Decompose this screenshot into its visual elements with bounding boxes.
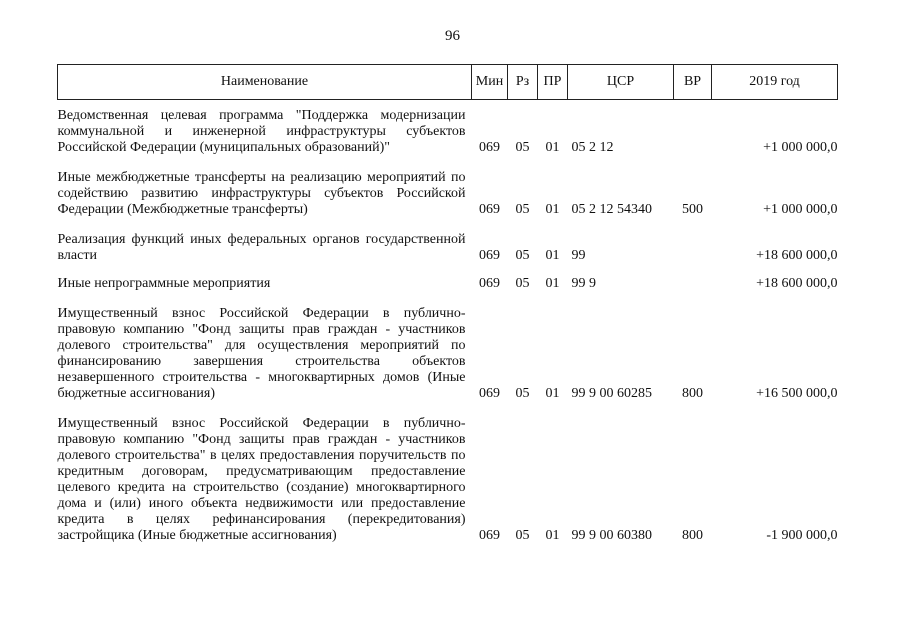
row-rz: 05: [515, 386, 530, 401]
row-vr: 800: [682, 386, 703, 401]
table-header-row: [58, 65, 838, 100]
row-amount: +16 500 000,0: [756, 386, 838, 401]
table-row: [58, 402, 838, 544]
row-amount: +1 000 000,0: [763, 202, 838, 217]
row-rz: 05: [515, 528, 530, 543]
row-csr: 99: [571, 248, 586, 263]
header-pr: ПР: [538, 65, 568, 100]
row-name: Ведомственная целевая программа "Поддержка модернизации коммунальной и инженерной инфраструктуры субъектов Российской Федерации (муниципальных образований)": [57, 108, 466, 155]
row-min: 069: [479, 386, 500, 401]
row-pr: 01: [545, 202, 560, 217]
row-min: 069: [479, 276, 500, 291]
row-rz: 05: [515, 248, 530, 263]
row-rz: 05: [515, 140, 530, 155]
row-min: 069: [479, 248, 500, 263]
row-csr: 99 9 00 60285: [571, 386, 652, 401]
row-min: 069: [479, 528, 500, 543]
row-name: Имущественный взнос Российской Федерации в публично-правовую компанию "Фонд защиты прав граждан - участников долевого строительства" в целях предоставления поручительств по кредитным договорам, предусматривающим предоставление целевого кредита на строительство (создание) многоквартирного дома и (или) иного объекта недвижимости или предоставление кредита в целях рефинансирования (перекредитования) застройщика (Иные бюджетные ассигнования): [57, 416, 466, 543]
row-vr: 500: [682, 202, 703, 217]
header-min: Мин: [472, 65, 508, 100]
header-csr: ЦСР: [568, 65, 674, 100]
row-csr: 05 2 12: [571, 140, 614, 155]
row-csr: 99 9 00 60380: [571, 528, 652, 543]
header-name: Наименование: [58, 65, 472, 100]
table-row: [58, 218, 838, 264]
row-pr: 01: [545, 386, 560, 401]
row-rz: 05: [515, 202, 530, 217]
table-row: [58, 100, 838, 157]
row-name: Иные межбюджетные трансферты на реализацию мероприятий по содействию развитию инфраструктуры субъектов Российской Федерации (Межбюджетные трансферты): [57, 170, 466, 217]
row-name: Реализация функций иных федеральных органов государственной власти: [57, 232, 466, 263]
row-csr: 05 2 12 54340: [571, 202, 652, 217]
header-vr: ВР: [674, 65, 712, 100]
row-pr: 01: [545, 248, 560, 263]
row-vr: 800: [682, 528, 703, 543]
row-vr: [674, 218, 712, 264]
table-row: [58, 156, 838, 218]
row-amount: +18 600 000,0: [756, 248, 838, 263]
table-row: [58, 264, 838, 292]
row-min: 069: [479, 202, 500, 217]
page-number: 96: [445, 28, 460, 44]
row-vr: [674, 264, 712, 292]
row-amount: +18 600 000,0: [756, 276, 838, 291]
row-rz: 05: [515, 276, 530, 291]
row-amount: -1 900 000,0: [766, 528, 838, 543]
budget-table: [57, 64, 838, 544]
row-pr: 01: [545, 528, 560, 543]
row-name: Имущественный взнос Российской Федерации в публично-правовую компанию "Фонд защиты прав граждан - участников долевого строительства" для осуществления мероприятий по финансированию завершения строительства объектов незавершенного строительства - многоквартирных домов (Иные бюджетные ассигнования): [57, 306, 466, 401]
row-vr: [674, 100, 712, 157]
row-csr: 99 9: [571, 276, 596, 291]
table-row: [58, 292, 838, 402]
row-name: Иные непрограммные мероприятия: [57, 276, 271, 291]
row-pr: 01: [545, 276, 560, 291]
header-rz: Рз: [508, 65, 538, 100]
header-year: 2019 год: [712, 65, 838, 100]
row-min: 069: [479, 140, 500, 155]
row-amount: +1 000 000,0: [763, 140, 838, 155]
row-pr: 01: [545, 140, 560, 155]
